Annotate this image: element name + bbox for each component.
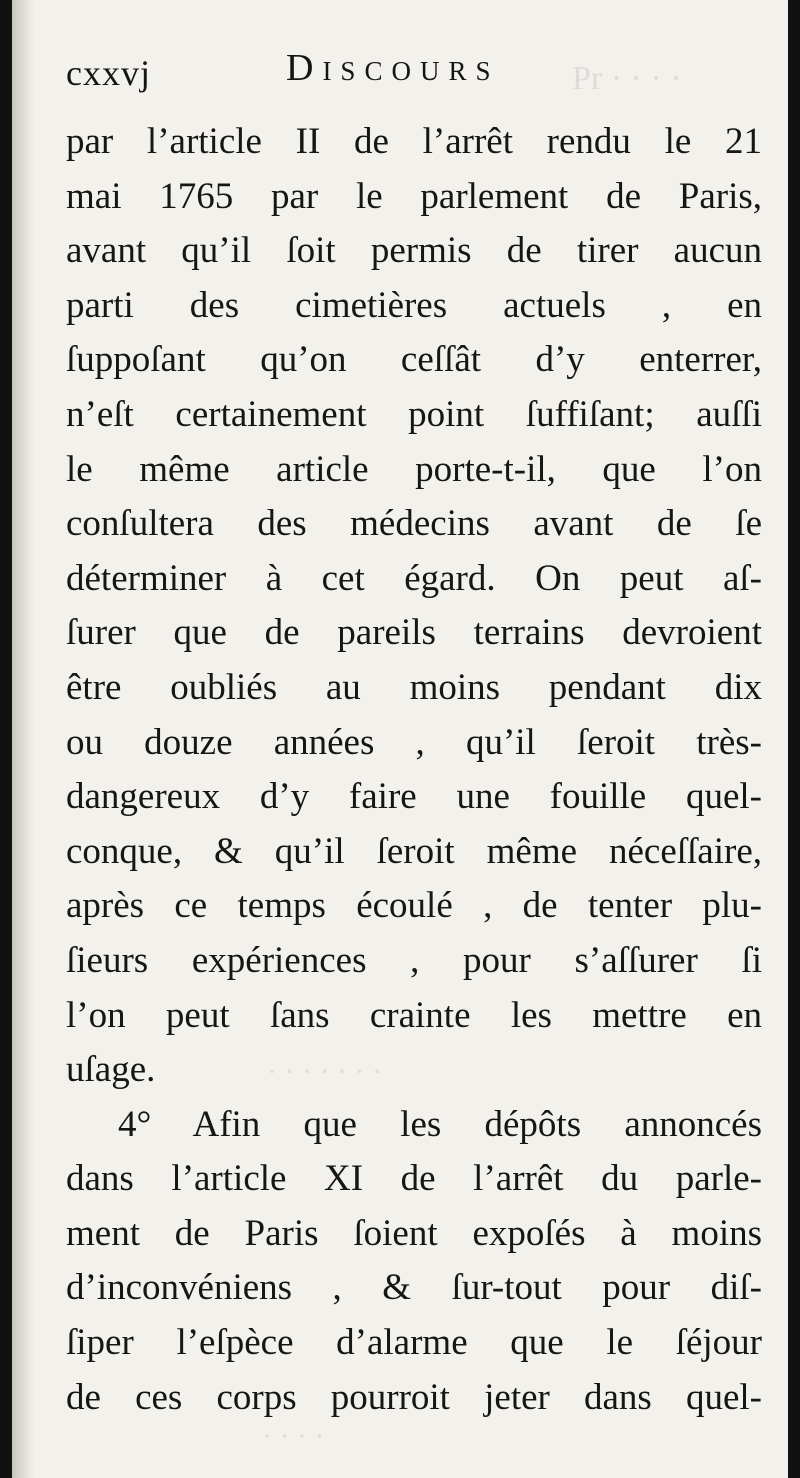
text-line: ſiper l’eſpèce d’alarme que le ſéjour: [66, 1322, 762, 1364]
text-line: après ce temps écoulé , de tenter plu-: [66, 885, 762, 927]
show-through-text: · · · · · · ·: [267, 1055, 382, 1088]
book-page: [12, 0, 788, 1478]
text-line: ſurer que de pareils terrains devroient: [66, 612, 762, 654]
running-title: Discours: [286, 47, 500, 89]
paragraph-start-line: 4° Afin que les dépôts annoncés: [118, 1103, 762, 1145]
text-line: être oubliés au moins pendant dix: [66, 666, 762, 708]
text-line: ou douze années , qu’il ſeroit très-: [66, 721, 762, 763]
text-line: d’inconvéniens , & ſur-tout pour diſ-: [66, 1267, 762, 1309]
gutter-shadow: [12, 0, 34, 1478]
show-through-text: · · · ·: [262, 1420, 325, 1453]
page-number: cxxvj: [66, 53, 151, 93]
text-line: l’on peut ſans crainte les mettre en: [66, 994, 762, 1036]
text-line: ſuppoſant qu’on ceſſât d’y enterrer,: [66, 339, 762, 381]
page-header: [66, 46, 766, 106]
text-line: déterminer à cet égard. On peut aſ-: [66, 557, 762, 599]
text-line: n’eſt certainement point ſuffiſant; auſſi: [66, 393, 762, 435]
text-line: par l’article II de l’arrêt rendu le 21: [66, 121, 762, 162]
text-line: ſieurs expériences , pour s’aſſurer ſi: [66, 939, 762, 981]
text-line: de ces corps pourroit jeter dans quel-: [66, 1376, 762, 1418]
paragraph-end-line: uſage.: [66, 1049, 156, 1091]
text-line: parti des cimetières actuels , en: [66, 284, 762, 326]
text-line: conque, & qu’il ſeroit même néceſſaire,: [66, 830, 762, 872]
show-through-text: Pr · · · ·: [572, 60, 682, 97]
text-line: dans l’article XI de l’arrêt du parle-: [66, 1158, 762, 1200]
text-line: ment de Paris ſoient expoſés à moins: [66, 1212, 762, 1254]
text-line: dangereux d’y faire une fouille quel-: [66, 776, 762, 818]
text-line: mai 1765 par le parlement de Paris,: [66, 175, 762, 217]
text-line: le même article porte-t-il, que l’on: [66, 448, 762, 490]
body-text: [66, 115, 762, 1425]
text-line: conſultera des médecins avant de ſe: [66, 503, 762, 545]
text-line: avant qu’il ſoit permis de tirer aucun: [66, 230, 762, 272]
